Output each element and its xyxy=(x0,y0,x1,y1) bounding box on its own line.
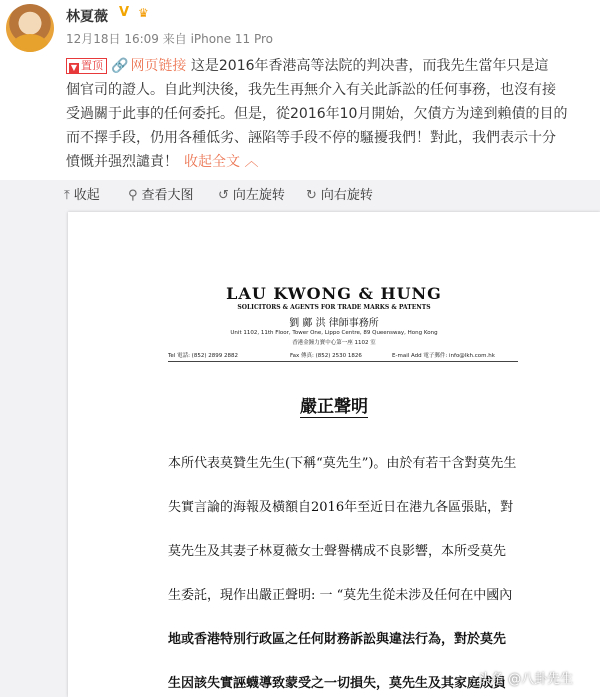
post-line-3: 受過關于此事的任何委托。但是，從2016年10月開始，欠債方为達到賴債的目的 xyxy=(66,106,568,122)
post-line-4: 而不擇手段，仍用各種低劣、誣陷等手段不停的騷擾我們！對此，我們表示十分 xyxy=(66,130,556,146)
document-line-5: 地或香港特別行政區之任何財務訴訟與違法行為，對於莫先 xyxy=(168,632,507,647)
rotate-left-icon: ↺ xyxy=(218,188,229,203)
rotate-right-button[interactable]: ↻ 向右旋转 xyxy=(306,188,373,203)
post-meta: 12月18日 16:09 来自 iPhone 11 Pro xyxy=(66,32,274,46)
document-line-6: 生因該失實誣蠛導致蒙受之一切損失，莫先生及其家庭成員 xyxy=(168,676,507,691)
author-name[interactable]: 林夏薇 xyxy=(66,9,108,25)
document-line-3: 莫先生及其妻子林夏薇女士聲譽構成不良影響，本所受莫先 xyxy=(168,544,507,559)
image-viewer xyxy=(0,212,600,697)
post-line-2: 個官司的證人。自此判決後，我先生再無介入有关此訴訟的任何事務，也沒有接 xyxy=(66,82,556,98)
verified-v-icon: V xyxy=(118,5,130,20)
firm-name: LAU KWONG & HUNG xyxy=(226,284,442,303)
tel-line: Tel 電話: (852) 2899 2882 xyxy=(168,353,238,359)
post-content xyxy=(66,54,596,174)
firm-subtitle: SOLICITORS & AGENTS FOR TRADE MARKS & PATENTS xyxy=(237,304,431,311)
link-icon[interactable]: 🔗 xyxy=(111,58,129,74)
document-line-1: 本所代表莫贊生先生(下稱“莫先生”)。由於有若干含對莫先生 xyxy=(168,456,517,471)
upload-arrow-icon: ⤒ xyxy=(64,188,70,203)
web-link[interactable]: 网页链接 xyxy=(130,58,187,74)
firm-chinese-name: 劉 鄺 洪 律師事務所 xyxy=(289,318,379,329)
avatar[interactable] xyxy=(6,4,54,52)
post-line-5: 憤慨并强烈譴責！ xyxy=(66,154,178,170)
address-chinese: 香港金鐘力寶中心第一座 1102 室 xyxy=(292,340,376,346)
crown-icon: ♛ xyxy=(138,6,149,20)
image-toolbar xyxy=(0,180,600,212)
letterhead-divider xyxy=(168,361,518,362)
pinned-badge: ▼ 置顶 xyxy=(66,58,107,74)
chevron-up-icon: ︿ xyxy=(244,154,259,170)
document-line-2: 失實言論的海報及橫額自2016年至近日在港九各區張貼，對 xyxy=(168,500,514,515)
rotate-left-button[interactable]: ↺ 向左旋转 xyxy=(218,188,285,203)
fax-line: Fax 傳真: (852) 2530 1826 xyxy=(290,353,362,359)
address-english: Unit 1102, 11th Floor, Tower One, Lippo Centre, 89 Queensway, Hong Kong xyxy=(230,330,438,336)
pin-icon: ▼ xyxy=(70,63,78,72)
email-line: E-mail Add 電子郵件: info@lkh.com.hk xyxy=(392,353,495,359)
collapse-button[interactable]: ⤒ 收起 xyxy=(64,188,100,203)
document-title: 嚴正聲明 xyxy=(300,397,368,417)
document-line-4: 生委託，現作出嚴正聲明: 一 “莫先生從未涉及任何在中國內 xyxy=(168,588,513,603)
document-image[interactable] xyxy=(68,212,600,697)
weibo-post xyxy=(0,0,600,180)
rotate-right-icon: ↻ xyxy=(306,188,317,203)
post-line-1: 这是2016年香港高等法院的判决書，而我先生當年只是這 xyxy=(190,58,549,74)
watermark: 头条 @八卦先生 xyxy=(478,672,574,687)
search-icon: ⚲ xyxy=(128,188,138,203)
collapse-text-link[interactable]: 收起全文 ︿ xyxy=(184,154,259,170)
view-large-button[interactable]: ⚲ 查看大图 xyxy=(128,188,194,203)
